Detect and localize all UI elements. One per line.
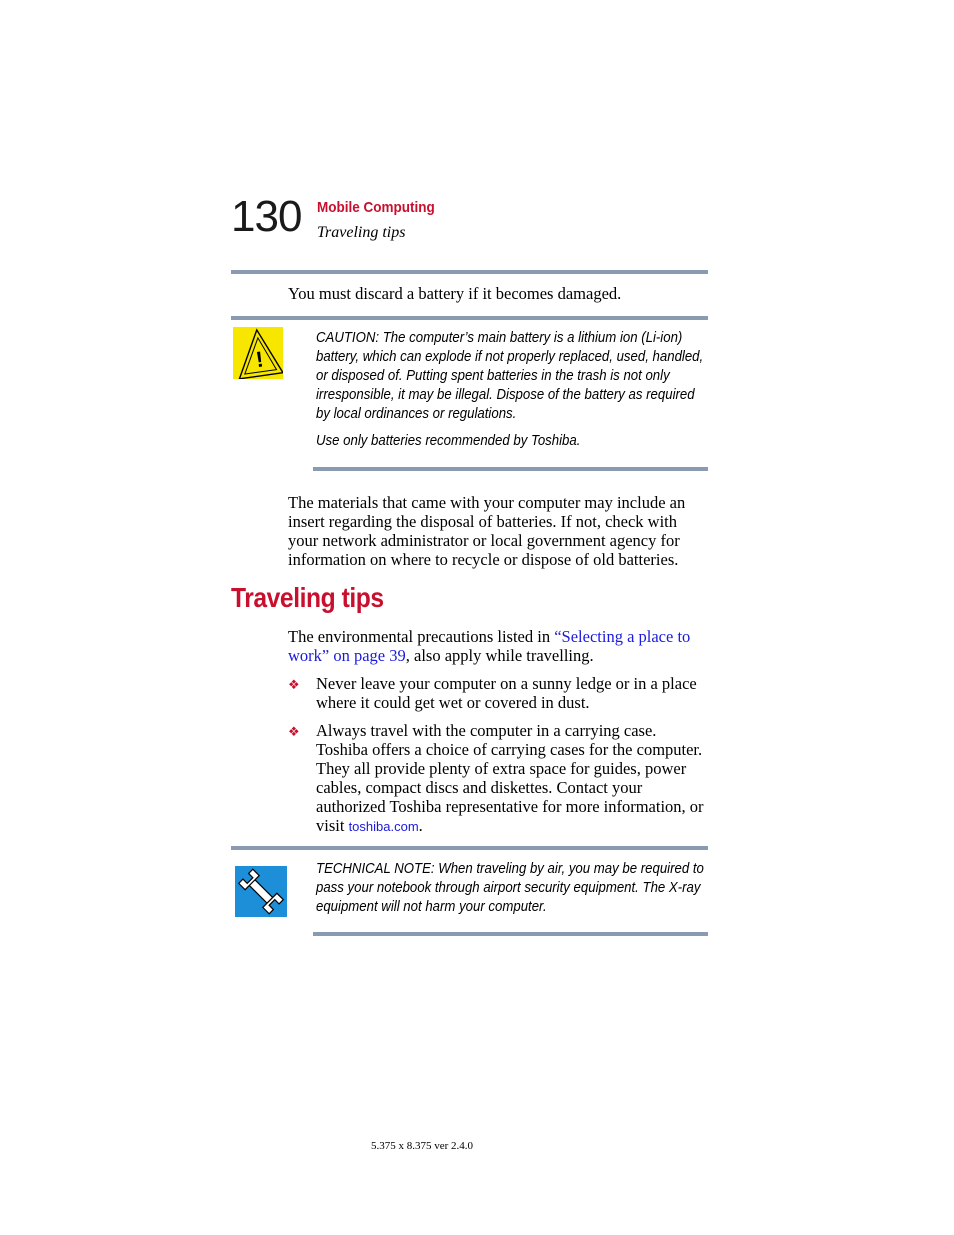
page-footer: 5.375 x 8.375 ver 2.4.0 — [371, 1140, 474, 1152]
section-heading: Traveling tips — [231, 582, 384, 613]
cross-reference-link[interactable]: “Selecting a place to work” on page 39 — [288, 627, 691, 665]
warning-icon — [233, 327, 283, 379]
divider-rule — [313, 467, 708, 471]
bullet-end: . — [418, 816, 423, 835]
svg-text:!: ! — [254, 346, 265, 373]
divider-rule — [231, 846, 708, 850]
wrench-icon — [235, 866, 287, 917]
caution-text: CAUTION: The computer’s main battery is a lithium ion (Li-ion) battery, which can explode if not properly replaced, used, handled, or disposed of. Putting spent batteries in the trash is not only irresponsible, it may be illegal. Dispose of the battery as required by local ordinances or regulations. — [316, 329, 704, 422]
section-subtitle: Traveling tips — [317, 224, 406, 241]
intro-text-after: , also apply while travelling. — [405, 646, 594, 665]
divider-rule — [231, 316, 708, 320]
bullet-diamond-icon: ❖ — [288, 724, 300, 739]
bullet-text: Always travel with the computer in a carrying case. Toshiba offers a choice of carrying cases for the computer. They all provide plenty of extra space for guides, power cables, compact discs and diskettes. Contact your authorized Toshiba representative for more information, or visit — [316, 721, 704, 835]
intro-line: You must discard a battery if it becomes damaged. — [288, 284, 622, 303]
divider-rule — [313, 932, 708, 936]
website-link[interactable]: toshiba.com — [348, 819, 419, 834]
page-number: 130 — [231, 192, 302, 241]
traveling-intro — [288, 627, 708, 665]
list-item: Never leave your computer on a sunny ledge or in a place where it could get wet or covered in dust. — [316, 674, 697, 712]
bullet-diamond-icon: ❖ — [288, 677, 300, 692]
list-item — [316, 721, 708, 836]
intro-text-before: The environmental precautions listed in — [288, 627, 555, 646]
chapter-title: Mobile Computing — [317, 199, 435, 216]
caution-note: Use only batteries recommended by Toshiba. — [316, 432, 581, 449]
technical-note-text: TECHNICAL NOTE: When traveling by air, you may be required to pass your notebook through airport security equipment. The X-ray equipment will not harm your computer. — [316, 860, 704, 915]
materials-paragraph: The materials that came with your computer may include an insert regarding the disposal of batteries. If not, check with your network administrator or local government agency for information on where to recycle or dispose of old batteries. — [288, 493, 686, 569]
divider-rule — [231, 270, 708, 274]
